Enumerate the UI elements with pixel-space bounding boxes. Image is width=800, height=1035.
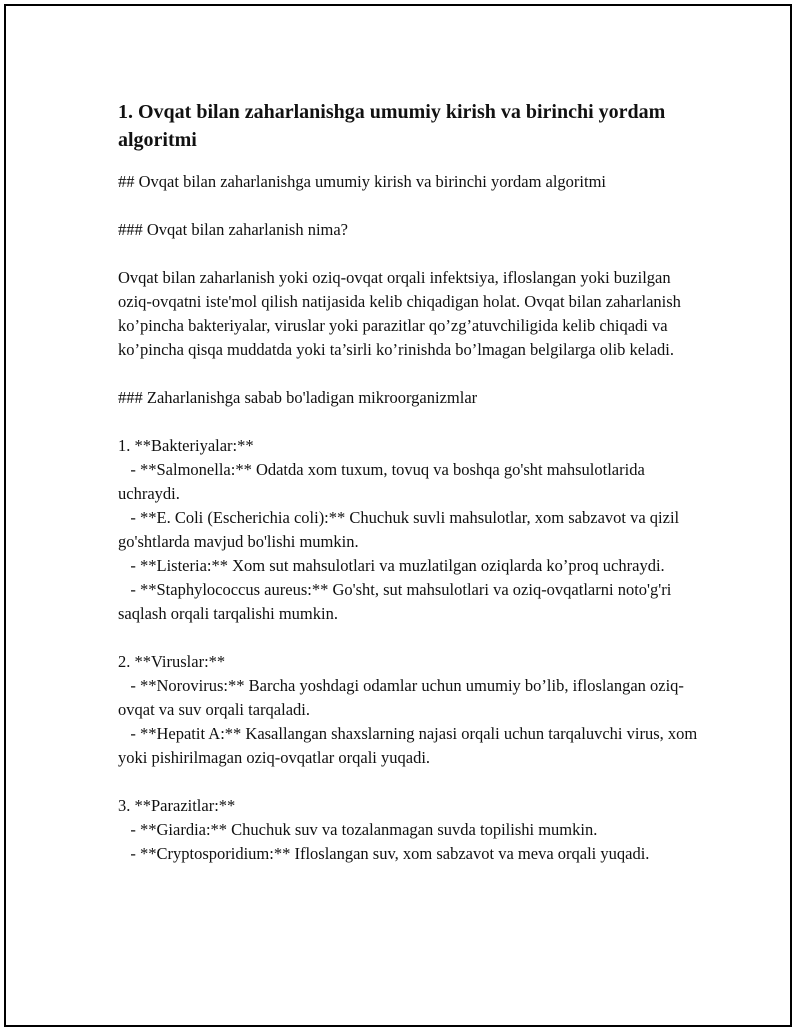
section-bacteria bbox=[118, 434, 698, 626]
document-content bbox=[118, 98, 702, 866]
list-item: - **Norovirus:** Barcha yoshdagi odamlar uchun umumiy bo’lib, ifloslangan oziq-ovqat va suv orqali tarqaladi. bbox=[118, 676, 684, 719]
section-header: 2. **Viruslar:** bbox=[118, 652, 226, 671]
heading-2: ## Ovqat bilan zaharlanishga umumiy kirish va birinchi yordam algoritmi bbox=[118, 172, 607, 191]
section-header: 3. **Parazitlar:** bbox=[118, 796, 236, 815]
list-item: - **E. Coli (Escherichia coli):** Chuchuk suvli mahsulotlar, xom sabzavot va qizil go'shtlarda mavjud bo'lishi mumkin. bbox=[118, 508, 684, 551]
document-title: 1. Ovqat bilan zaharlanishga umumiy kirish va birinchi yordam algoritmi bbox=[118, 101, 666, 151]
heading-3-microorganisms: ### Zaharlanishga sabab bo'ladigan mikroorganizmlar bbox=[118, 388, 478, 407]
intro-paragraph: Ovqat bilan zaharlanish yoki oziq-ovqat orqali infektsiya, ifloslangan yoki buzilgan oziq-ovqatni iste'mol qilish natijasida kelib chiqadigan holat. Ovqat bilan zaharlanish ko’pincha bakteriyalar, viruslar yoki parazitlar qo’zg’atuvchiligida kelib chiqadi va ko’pincha qisqa muddatda yoki ta’sirli ko’rinishda bo’lmagan belgilarga olib keladi. bbox=[118, 268, 686, 359]
section-parasites bbox=[118, 794, 698, 866]
section-viruses bbox=[118, 650, 702, 770]
heading-3-what-is: ### Ovqat bilan zaharlanish nima? bbox=[118, 220, 349, 239]
list-item: - **Cryptosporidium:** Ifloslangan suv, xom sabzavot va meva orqali yuqadi. bbox=[118, 844, 650, 863]
list-item: - **Hepatit A:** Kasallangan shaxslarning najasi orqali uchun tarqaluvchi virus, xom yoki pishirilmagan oziq-ovqatlar orqali yuqadi. bbox=[118, 724, 702, 767]
list-item: - **Staphylococcus aureus:** Go'sht, sut mahsulotlari va oziq-ovqatlarni noto'g'ri saqlash orqali tarqalishi mumkin. bbox=[118, 580, 676, 623]
document-page bbox=[4, 4, 792, 1027]
list-item: - **Listeria:** Xom sut mahsulotlari va muzlatilgan oziqlarda ko’proq uchraydi. bbox=[118, 556, 665, 575]
section-header: 1. **Bakteriyalar:** bbox=[118, 436, 254, 455]
list-item: - **Salmonella:** Odatda xom tuxum, tovuq va boshqa go'sht mahsulotlarida uchraydi. bbox=[118, 460, 649, 503]
list-item: - **Giardia:** Chuchuk suv va tozalanmagan suvda topilishi mumkin. bbox=[118, 820, 598, 839]
